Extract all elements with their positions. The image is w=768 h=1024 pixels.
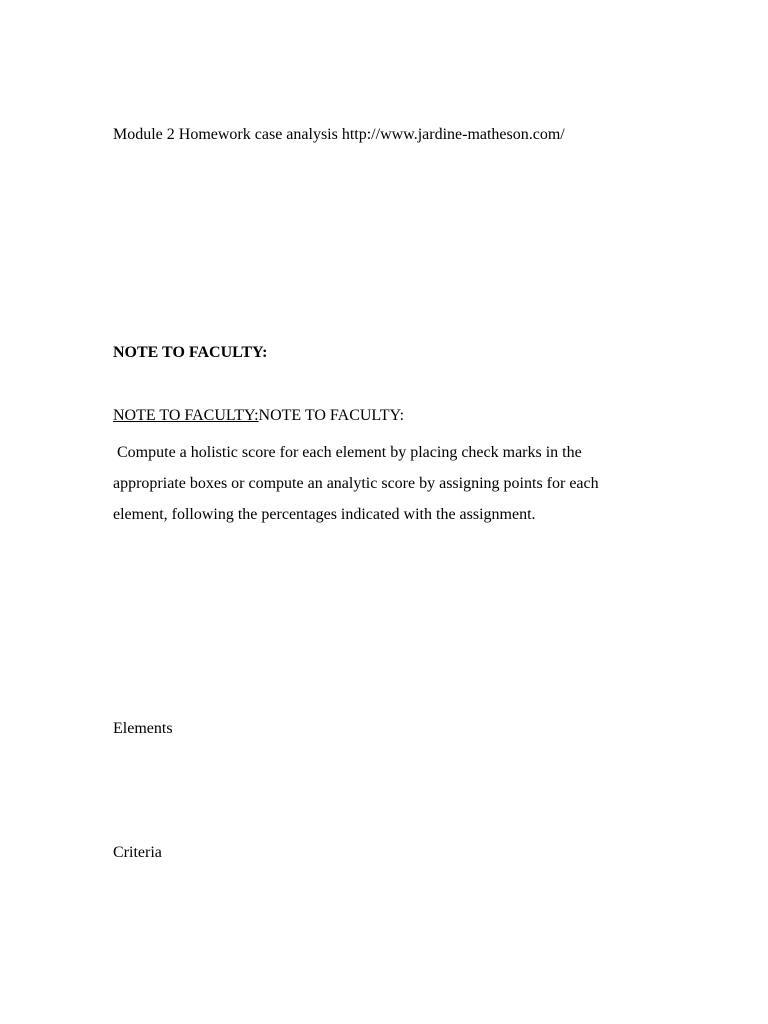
note-to-faculty-line bbox=[113, 406, 404, 426]
instructions-line: element, following the percentages indicated with the assignment. bbox=[113, 506, 536, 523]
criteria-label: Criteria bbox=[113, 844, 162, 861]
instructions-line: appropriate boxes or compute an analytic score by assigning points for each bbox=[113, 475, 599, 492]
instructions-line: Compute a holistic score for each element by placing check marks in the bbox=[113, 444, 582, 461]
note-to-faculty-underlined: NOTE TO FACULTY: bbox=[113, 407, 259, 424]
instructions-paragraph bbox=[113, 437, 673, 530]
note-to-faculty-heading: NOTE TO FACULTY: bbox=[113, 344, 268, 361]
document-title-line: Module 2 Homework case analysis http://www.jardine-matheson.com/ bbox=[113, 126, 565, 143]
elements-label: Elements bbox=[113, 720, 173, 737]
note-to-faculty-plain: NOTE TO FACULTY: bbox=[258, 407, 405, 424]
